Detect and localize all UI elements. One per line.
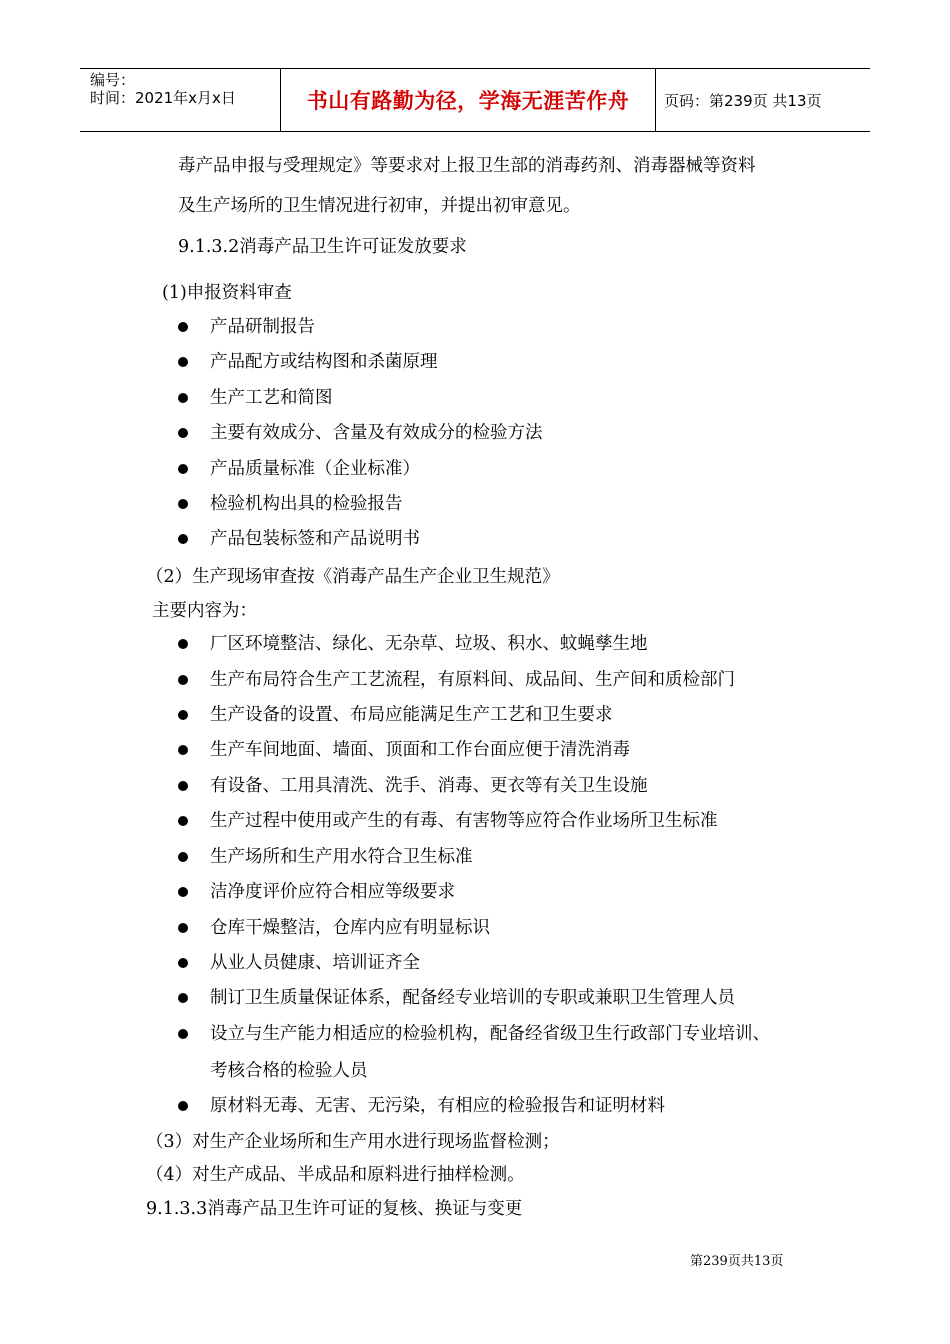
paragraph-line: 主要内容为： [152, 601, 257, 621]
document-date-label: 时间：2021年x月x日 [90, 89, 236, 107]
bullet-icon [178, 428, 188, 438]
bullet-icon [178, 781, 188, 791]
section-heading: 9.1.3.2消毒产品卫生许可证发放要求 [178, 237, 467, 257]
list-item: 从业人员健康、培训证齐全 [210, 953, 420, 973]
paragraph-line: 及生产场所的卫生情况进行初审，并提出初审意见。 [178, 196, 581, 216]
bullet-icon [178, 887, 188, 897]
list-item: 厂区环境整洁、绿化、无杂草、垃圾、积水、蚊蝇孳生地 [210, 634, 648, 654]
bullet-icon [178, 923, 188, 933]
list-item: 原材料无毒、无害、无污染，有相应的检验报告和证明材料 [210, 1096, 665, 1116]
list-item: 设立与生产能力相适应的检验机构，配备经省级卫生行政部门专业培训、 [210, 1024, 770, 1044]
list-item: 有设备、工用具清洗、洗手、消毒、更衣等有关卫生设施 [210, 776, 648, 796]
bullet-icon [178, 499, 188, 509]
paragraph-line: （3）对生产企业场所和生产用水进行现场监督检测； [146, 1132, 560, 1152]
subheading: （2）生产现场审查按《消毒产品生产企业卫生规范》 [146, 567, 560, 587]
subheading: (1)申报资料审查 [162, 283, 292, 303]
header-motto: 书山有路勤为径，学海无涯苦作舟 [306, 89, 630, 113]
bullet-icon [178, 1101, 188, 1111]
list-item: 产品包装标签和产品说明书 [210, 529, 420, 549]
list-item: 生产工艺和简图 [210, 388, 333, 408]
page-footer: 第239页共13页 [690, 1254, 784, 1269]
section-heading: 9.1.3.3消毒产品卫生许可证的复核、换证与变更 [146, 1199, 523, 1219]
bullet-icon [178, 393, 188, 403]
list-item: 生产布局符合生产工艺流程，有原料间、成品间、生产间和质检部门 [210, 670, 735, 690]
header-motto-cell [281, 69, 656, 131]
list-item: 制订卫生质量保证体系，配备经专业培训的专职或兼职卫生管理人员 [210, 988, 735, 1008]
list-item: 生产过程中使用或产生的有毒、有害物等应符合作业场所卫生标准 [210, 811, 718, 831]
bullet-icon [178, 816, 188, 826]
paragraph-line: （4）对生产成品、半成品和原料进行抽样检测。 [146, 1165, 525, 1185]
list-item: 仓库干燥整洁，仓库内应有明显标识 [210, 918, 490, 938]
list-item: 产品配方或结构图和杀菌原理 [210, 352, 438, 372]
list-item: 洁净度评价应符合相应等级要求 [210, 882, 455, 902]
header-page-cell [656, 69, 870, 131]
bullet-icon [178, 534, 188, 544]
bullet-icon [178, 675, 188, 685]
bullet-icon [178, 958, 188, 968]
bullet-icon [178, 993, 188, 1003]
header-page-info: 页码：第239页 共13页 [664, 91, 822, 110]
bullet-icon [178, 639, 188, 649]
bullet-icon [178, 745, 188, 755]
list-item: 生产车间地面、墙面、顶面和工作台面应便于清洗消毒 [210, 740, 630, 760]
header-meta [80, 69, 281, 131]
list-item: 生产设备的设置、布局应能满足生产工艺和卫生要求 [210, 705, 613, 725]
bullet-icon [178, 464, 188, 474]
list-item: 产品研制报告 [210, 317, 315, 337]
bullet-icon [178, 852, 188, 862]
list-item: 主要有效成分、含量及有效成分的检验方法 [210, 423, 543, 443]
list-item-continuation: 考核合格的检验人员 [210, 1061, 368, 1081]
list-item: 检验机构出具的检验报告 [210, 494, 403, 514]
page-header [80, 68, 870, 132]
bullet-icon [178, 710, 188, 720]
list-item: 产品质量标准（企业标准） [210, 459, 420, 479]
document-number-label: 编号： [90, 71, 136, 89]
bullet-icon [178, 1029, 188, 1039]
paragraph-line: 毒产品申报与受理规定》等要求对上报卫生部的消毒药剂、消毒器械等资料 [178, 156, 756, 176]
list-item: 生产场所和生产用水符合卫生标准 [210, 847, 473, 867]
bullet-icon [178, 357, 188, 367]
bullet-icon [178, 322, 188, 332]
